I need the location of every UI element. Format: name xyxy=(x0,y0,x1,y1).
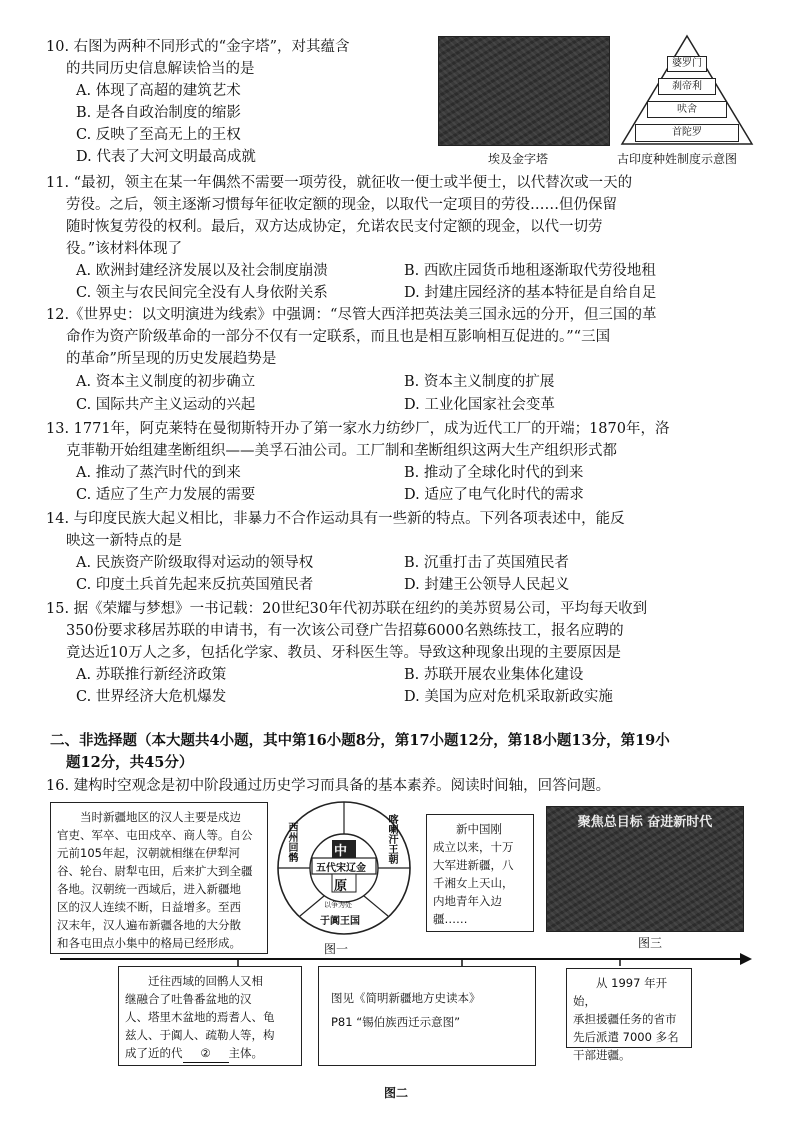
answer-blank-2[interactable]: ② xyxy=(183,1044,229,1063)
q10-stem-line2: 的共同历史信息解读恰当的是 xyxy=(66,61,255,77)
q13-option-a: A. 推动了蒸汽时代的到来 xyxy=(76,465,241,481)
q10-option-b: B. 是各自政治制度的缩影 xyxy=(76,105,241,121)
box-newchina-line: 疆…… xyxy=(433,912,468,926)
egypt-pyramid-caption: 埃及金字塔 xyxy=(488,152,549,166)
q14-option-a: A. 民族资产阶级取得对运动的领导权 xyxy=(76,555,314,571)
q13-option-b: B. 推动了全球化时代的到来 xyxy=(404,465,584,481)
box-han-line: 谷、轮台、尉犁屯田，后来扩大到全疆 xyxy=(57,864,253,878)
box-newchina-line: 内地青年入边 xyxy=(433,894,502,908)
fig1-bottom-small: 以争为处 xyxy=(324,901,352,909)
box-uyghur-line-last xyxy=(125,1044,295,1063)
box-uyghur-line: 人、塔里木盆地的焉耆人、龟 xyxy=(125,1010,275,1024)
box-han-line: 官吏、军卒、屯田戍卒、商人等。自公 xyxy=(57,828,253,842)
box-han-line: 汉末年，汉人遍布新疆各地的大分散 xyxy=(57,918,241,932)
q16-stem: 16. 建构时空观念是初中阶段通过历史学习而具备的基本素养。阅读时间轴，回答问题。 xyxy=(46,778,611,794)
q14-option-c: C. 印度土兵首先起来反抗英国殖民者 xyxy=(76,577,314,593)
box-1997-line: 承担援疆任务的省市 xyxy=(573,1012,677,1026)
fig1-right-label: 喀喇汗王朝 xyxy=(386,814,397,864)
box-1997-line: 从 1997 年开始， xyxy=(573,976,668,1008)
caste-pyramid-diagram xyxy=(620,34,754,146)
q13-line2: 克菲勒开始组建垄断组织——美孚石油公司。工厂制和垄断组织这两大生产组织形式都 xyxy=(66,443,617,459)
q11-line4: 役。”该材料体现了 xyxy=(66,241,183,257)
figure1-caption: 图一 xyxy=(324,942,349,956)
q11-option-d: D. 封建庄园经济的基本特征是自给自足 xyxy=(404,285,657,301)
box-han-line: 区的汉人连续不断，日益增多。至西 xyxy=(57,900,241,914)
timeline-box-uyghur xyxy=(118,966,302,1066)
timeline-box-xibe xyxy=(318,966,536,1066)
timeline-box-new-china xyxy=(426,814,534,932)
box-uyghur-post-blank: 主体。 xyxy=(228,1046,263,1060)
q12-line1: 12.《世界史：以文明演进为线索》中强调：“尽管大西洋把英法美三国永远的分开，但三国的革 xyxy=(46,307,657,323)
timeline-box-1997 xyxy=(566,968,692,1062)
box-han-line: 各地。汉朝统一西域后，进入新疆地 xyxy=(57,882,241,896)
q11-line2: 劳役。之后，领主逐渐习惯每年征收定额的现金，以取代一定项目的劳役……但仍保留 xyxy=(66,197,617,213)
q12-option-c: C. 国际共产主义运动的兴起 xyxy=(76,397,256,413)
box-newchina-line: 成立以来，十万 xyxy=(433,840,514,854)
q11-option-a: A. 欧洲封建经济发展以及社会制度崩溃 xyxy=(76,263,328,279)
caste-layer-3: 吠舍 xyxy=(647,101,727,118)
box-han-line: 当时新疆地区的汉人主要是戍边 xyxy=(57,810,241,824)
caste-layer-4: 首陀罗 xyxy=(635,124,739,142)
timeline-box-han xyxy=(50,802,268,954)
box-uyghur-line: 兹人、于阗人、疏勒人等，构 xyxy=(125,1028,275,1042)
box-xibe-line1: 图见《简明新疆地方史读本》 xyxy=(331,991,481,1005)
box-newchina-line: 千湘女上天山， xyxy=(433,876,514,890)
box-newchina-line: 大军进新疆，八 xyxy=(433,858,514,872)
fig1-left-label: 西州回鹘 xyxy=(286,822,297,862)
q14-line2: 映这一新特点的是 xyxy=(66,533,182,549)
q10-stem-line1: 10. 右图为两种不同形式的“金字塔”，对其蕴含 xyxy=(46,39,350,55)
caste-layer-1: 婆罗门 xyxy=(667,56,707,72)
box-newchina-line: 新中国刚 xyxy=(433,822,502,836)
q15-line3: 竟达近10万人之多，包括化学家、教员、牙科医生等。导致这种现象出现的主要原因是 xyxy=(66,645,621,661)
figure3-photo xyxy=(546,806,744,932)
section2-heading-line1: 二、非选择题（本大题共4小题，其中第16小题8分，第17小题12分，第18小题13分，第19小 xyxy=(50,732,670,749)
box-uyghur-line: 继融合了吐鲁番盆地的汉 xyxy=(125,992,252,1006)
box-1997-line: 干部进疆。 xyxy=(573,1048,631,1062)
box-han-line: 元前105年起，汉朝就相继在伊犁河 xyxy=(57,846,240,860)
q14-option-b: B. 沉重打击了英国殖民者 xyxy=(404,555,569,571)
figure2-caption: 图二 xyxy=(384,1086,409,1100)
figure1-circle-diagram xyxy=(276,800,412,936)
q12-option-b: B. 资本主义制度的扩展 xyxy=(404,374,555,390)
q11-option-c: C. 领主与农民间完全没有人身依附关系 xyxy=(76,285,328,301)
q10-option-a: A. 体现了高超的建筑艺术 xyxy=(76,83,241,99)
egypt-pyramid-photo xyxy=(438,36,610,146)
q14-line1: 14. 与印度民族大起义相比，非暴力不合作运动具有一些新的特点。下列各项表述中，能反 xyxy=(46,511,625,527)
q14-option-d: D. 封建王公领导人民起义 xyxy=(404,577,570,593)
q15-option-b: B. 苏联开展农业集体化建设 xyxy=(404,667,584,683)
section2-heading-line2: 题12分，共45分） xyxy=(66,754,194,771)
q12-option-a: A. 资本主义制度的初步确立 xyxy=(76,374,256,390)
fig1-inner-label: 五代宋辽金 xyxy=(316,863,366,874)
box-xibe-line2: P81 “锡伯族西迁示意图” xyxy=(331,1015,461,1029)
q15-line1: 15. 据《荣耀与梦想》一书记载：20世纪30年代初苏联在纽约的美苏贸易公司，平均每天收到 xyxy=(46,601,648,617)
box-1997-line: 先后派遣 7000 多名 xyxy=(573,1030,679,1044)
q11-line1: 11. “最初，领主在某一年偶然不需要一项劳役，就征收一便士或半便士，以代替次或一天的 xyxy=(46,175,633,191)
q10-option-d: D. 代表了大河文明最高成就 xyxy=(76,149,256,165)
q12-line3: 的革命”所呈现的历史发展趋势是 xyxy=(66,351,277,367)
fig1-center-bottom: 原 xyxy=(334,879,348,894)
box-uyghur-pre-blank: 成了近的代 xyxy=(125,1046,183,1060)
timeline-arrow-icon xyxy=(60,952,752,966)
fig1-bottom-label: 于阗王国 xyxy=(320,916,360,927)
q15-option-d: D. 美国为应对危机采取新政实施 xyxy=(404,689,613,705)
q15-option-a: A. 苏联推行新经济政策 xyxy=(76,667,227,683)
q10-option-c: C. 反映了至高无上的王权 xyxy=(76,127,241,143)
q13-option-d: D. 适应了电气化时代的需求 xyxy=(404,487,584,503)
q13-option-c: C. 适应了生产力发展的需要 xyxy=(76,487,256,503)
box-han-line: 和各屯田点小集中的格局已经形成。 xyxy=(57,936,241,950)
q11-line3: 随时恢复劳役的权利。最后，双方达成协定，允诺农民支付定额的现金，以代一切劳 xyxy=(66,219,603,235)
fig1-center-top: 中 xyxy=(334,844,348,859)
q11-option-b: B. 西欧庄园货币地租逐渐取代劳役地租 xyxy=(404,263,656,279)
photo-banner-text: 聚焦总目标 奋进新时代 xyxy=(577,815,713,830)
caste-layer-2: 刹帝利 xyxy=(658,78,716,95)
caste-diagram-caption: 古印度种姓制度示意图 xyxy=(617,152,738,166)
box-uyghur-line: 迁往西域的回鹘人又相 xyxy=(125,974,263,988)
q15-line2: 350份要求移居苏联的申请书，有一次该公司登广告招募6000名熟练技工，报名应聘的 xyxy=(66,623,624,639)
figure3-caption: 图三 xyxy=(638,936,663,950)
q12-option-d: D. 工业化国家社会变革 xyxy=(404,397,555,413)
q15-option-c: C. 世界经济大危机爆发 xyxy=(76,689,227,705)
q12-line2: 命作为资产阶级革命的一部分不仅有一定联系，而且也是相互影响相互促进的。”“三国 xyxy=(66,329,611,345)
q13-line1: 13. 1771年，阿克莱特在曼彻斯特开办了第一家水力纺纱厂，成为近代工厂的开端；1870年，洛 xyxy=(46,421,670,437)
